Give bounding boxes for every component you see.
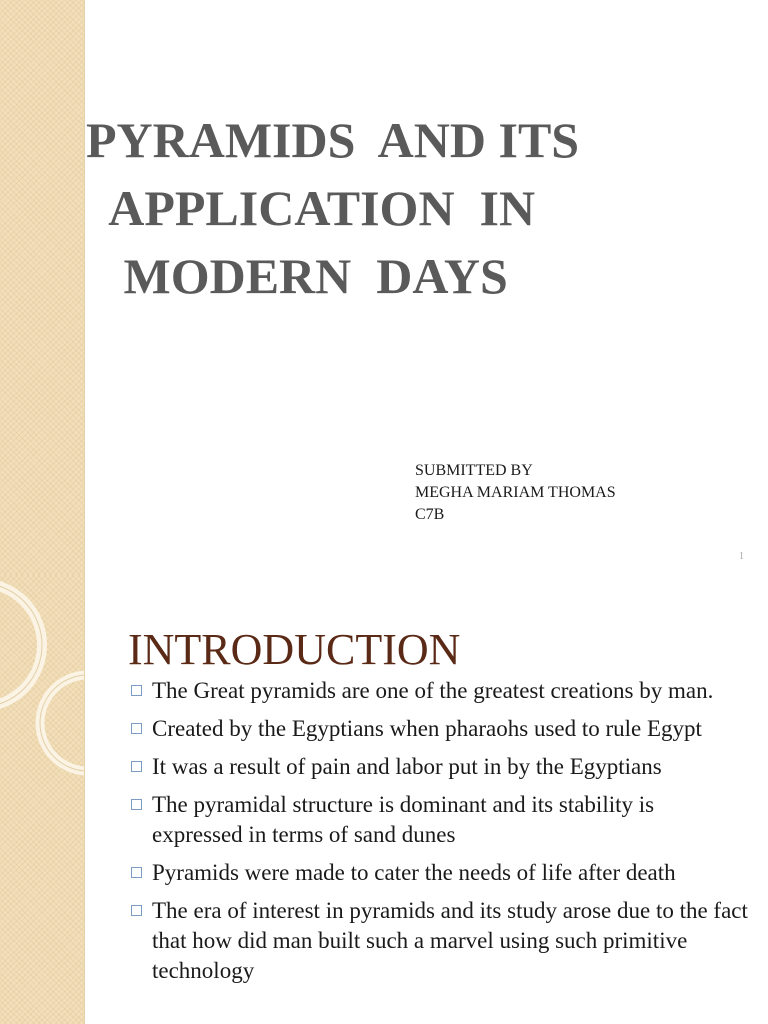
bullet-text: The Great pyramids are one of the greatest creations by man. (152, 678, 714, 703)
square-bullet-icon (131, 905, 142, 916)
square-bullet-icon (131, 867, 142, 878)
bullet-text: Created by the Egyptians when pharaohs used to rule Egypt (152, 716, 702, 741)
bullet-item (128, 676, 748, 706)
bullet-text: Pyramids were made to cater the needs of life after death (152, 860, 676, 885)
bullet-text: The pyramidal structure is dominant and its stability is expressed in terms of sand dunes (152, 792, 655, 847)
slide-sidebar-pattern (0, 0, 85, 575)
square-bullet-icon (131, 723, 142, 734)
square-bullet-icon (131, 799, 142, 810)
submitted-by-label: SUBMITTED BY (415, 462, 533, 479)
bullet-item (128, 790, 748, 850)
bullet-item (128, 714, 748, 744)
submitted-by-block (415, 460, 616, 526)
bullet-list (128, 676, 748, 994)
bullet-item (128, 752, 748, 782)
slide-heading: INTRODUCTION (128, 625, 461, 674)
slide-title (86, 106, 686, 310)
square-bullet-icon (131, 761, 142, 772)
title-line: APPLICATION IN (86, 180, 536, 236)
decorative-rings-icon (0, 575, 84, 1024)
bullet-text: It was a result of pain and labor put in by the Egyptians (152, 754, 662, 779)
page-number: 1 (739, 551, 744, 562)
title-line: MODERN DAYS (86, 248, 508, 304)
author-name: MEGHA MARIAM THOMAS (415, 484, 616, 501)
bullet-item (128, 896, 748, 986)
bullet-text: The era of interest in pyramids and its study arose due to the fact that how did man built such a marvel using such primitive technology (152, 898, 748, 983)
square-bullet-icon (131, 685, 142, 696)
author-class: C7B (415, 506, 445, 523)
bullet-item (128, 858, 748, 888)
title-line: PYRAMIDS AND ITS (86, 112, 580, 168)
introduction-slide (0, 575, 768, 1024)
